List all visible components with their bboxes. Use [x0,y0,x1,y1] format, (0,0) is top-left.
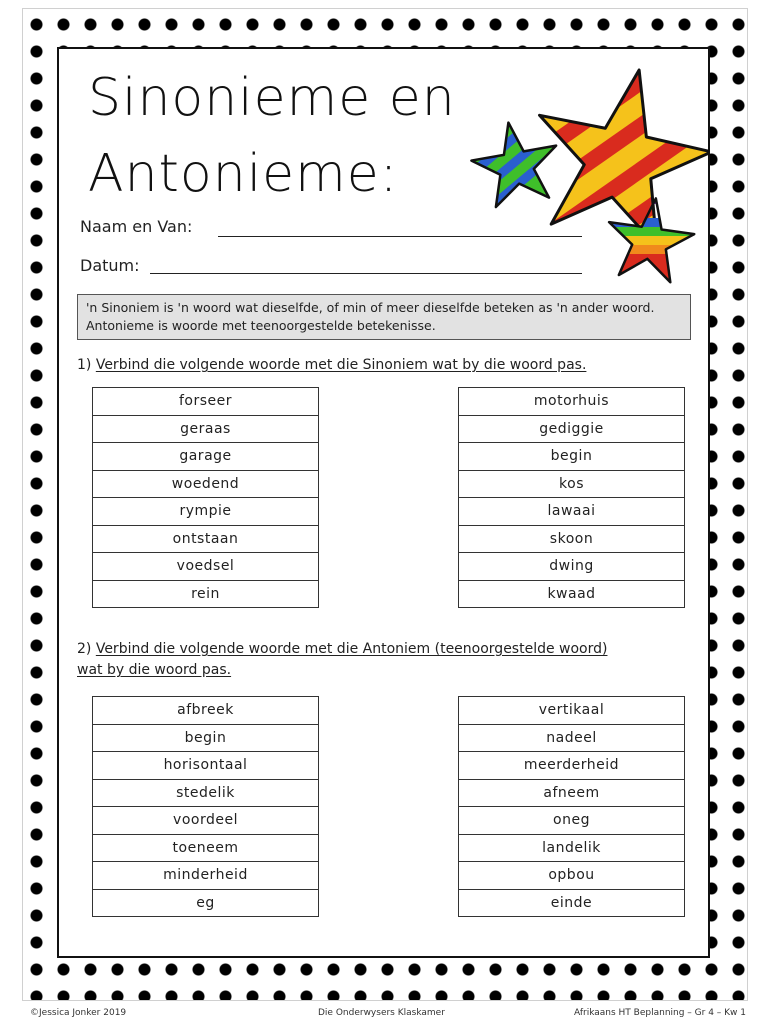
word-cell[interactable]: skoon [459,525,685,553]
word-row [93,779,319,807]
word-cell[interactable]: vertikaal [459,697,685,725]
word-row [93,525,319,553]
word-cell[interactable]: meerderheid [459,752,685,780]
word-row [459,807,685,835]
word-cell[interactable]: voedsel [93,553,319,581]
word-cell[interactable]: dwing [459,553,685,581]
word-row [459,889,685,917]
word-row [459,834,685,862]
word-row [93,697,319,725]
word-cell[interactable]: voordeel [93,807,319,835]
word-cell[interactable]: begin [459,443,685,471]
word-row [459,779,685,807]
word-row [93,415,319,443]
word-row [459,752,685,780]
word-cell[interactable]: woedend [93,470,319,498]
word-cell[interactable]: minderheid [93,862,319,890]
word-cell[interactable]: eg [93,889,319,917]
footer-center: Die Onderwysers Klaskamer [318,1008,445,1018]
word-cell[interactable]: opbou [459,862,685,890]
section2-instruction-line2: wat by die woord pas. [77,662,232,678]
word-cell[interactable]: kwaad [459,580,685,608]
section1-number: 1) [77,357,92,373]
footer-copyright: ©Jessica Jonker 2019 [30,1008,127,1018]
date-label: Datum: [80,256,140,275]
word-cell[interactable]: motorhuis [459,388,685,416]
word-row [459,525,685,553]
word-row [459,697,685,725]
section2-right-table [458,696,685,917]
section1-left-table [92,387,319,608]
word-cell[interactable]: ontstaan [93,525,319,553]
word-cell[interactable]: forseer [93,388,319,416]
definition-box: 'n Sinoniem is 'n woord wat dieselfde, of min of meer dieselfde beteken as 'n ander woord. Antonieme is woorde met teenoorgestelde betekenisse. [77,294,691,340]
section1-right-table [458,387,685,608]
section2-number: 2) [77,641,92,657]
section2-instruction [77,639,607,681]
word-cell[interactable]: einde [459,889,685,917]
word-cell[interactable]: geraas [93,415,319,443]
word-row [459,443,685,471]
stars-decoration [470,60,710,290]
section2-instruction-line1: Verbind die volgende woorde met die Antoniem (teenoorgestelde woord) [95,641,608,657]
word-row [93,553,319,581]
word-row [459,415,685,443]
word-cell[interactable]: begin [93,724,319,752]
word-row [459,470,685,498]
word-row [459,724,685,752]
footer-right: Afrikaans HT Beplanning – Gr 4 – Kw 1 [574,1008,746,1018]
word-cell[interactable]: rympie [93,498,319,526]
word-row [93,498,319,526]
word-row [93,752,319,780]
word-row [459,862,685,890]
word-row [93,724,319,752]
word-row [459,553,685,581]
word-row [93,862,319,890]
word-cell[interactable]: kos [459,470,685,498]
word-row [93,889,319,917]
word-cell[interactable]: landelik [459,834,685,862]
word-row [93,834,319,862]
word-row [93,807,319,835]
word-cell[interactable]: garage [93,443,319,471]
name-write-line[interactable] [218,236,582,237]
word-cell[interactable]: afneem [459,779,685,807]
title-line-1: Sinonieme en [88,68,456,128]
word-cell[interactable]: afbreek [93,697,319,725]
word-row [93,388,319,416]
word-cell[interactable]: rein [93,580,319,608]
section1-instruction [77,355,586,376]
date-write-line[interactable] [150,273,582,274]
word-row [459,498,685,526]
word-row [93,443,319,471]
section2-left-table [92,696,319,917]
word-cell[interactable]: toeneem [93,834,319,862]
word-row [459,388,685,416]
word-cell[interactable]: lawaai [459,498,685,526]
title-line-2: Antonieme: [88,144,399,204]
section1-instruction-text: Verbind die volgende woorde met die Sinoniem wat by die woord pas. [95,357,587,373]
word-cell[interactable]: oneg [459,807,685,835]
word-row [459,580,685,608]
word-row [93,580,319,608]
word-cell[interactable]: nadeel [459,724,685,752]
name-label: Naam en Van: [80,217,193,236]
word-cell[interactable]: gediggie [459,415,685,443]
word-row [93,470,319,498]
word-cell[interactable]: stedelik [93,779,319,807]
word-cell[interactable]: horisontaal [93,752,319,780]
